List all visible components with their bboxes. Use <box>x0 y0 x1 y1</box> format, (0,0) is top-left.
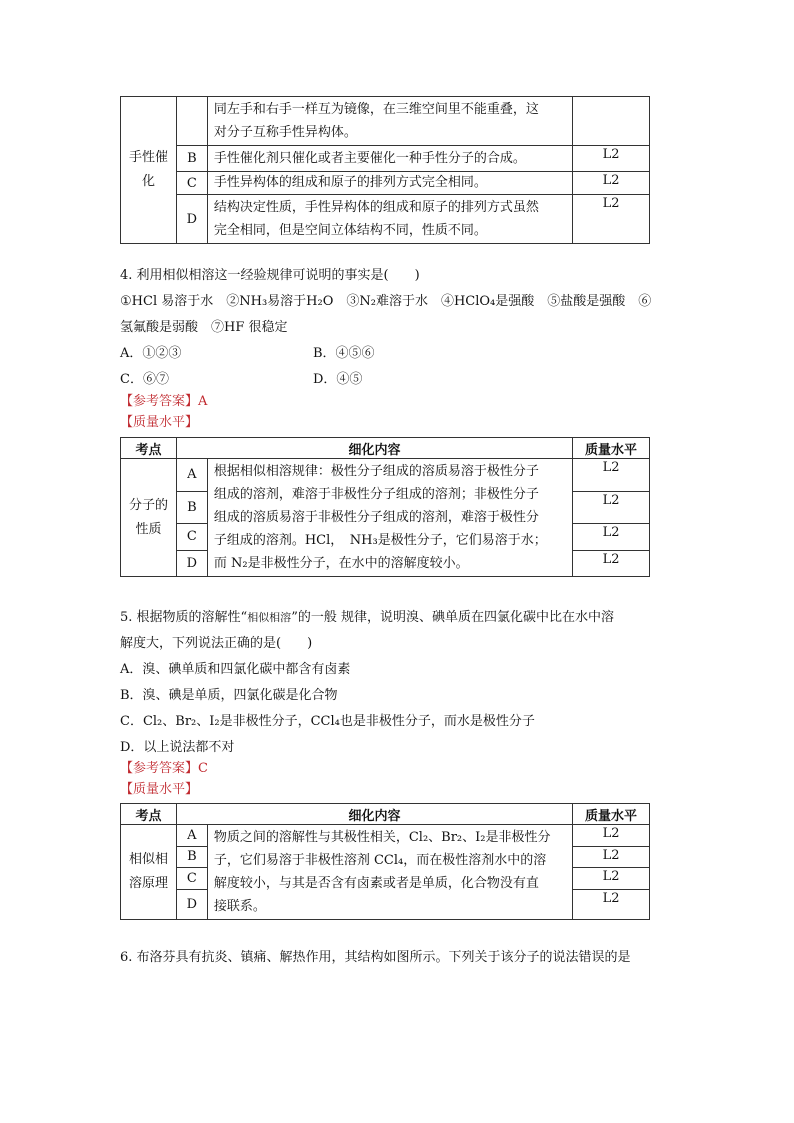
level-cell: L2 <box>573 868 650 890</box>
q5-answer: 【参考答案】C <box>120 761 208 776</box>
q5-stem-line1 <box>120 609 614 627</box>
option-label: D <box>176 889 207 919</box>
q4-quality-label: 【质量水平】 <box>120 415 199 430</box>
content-cell <box>207 459 572 577</box>
q5-stem-part: ”的一般 规律，说明溴、碘单质在四氯化碳中比在水中溶 <box>291 610 614 625</box>
option-label: B <box>176 846 207 868</box>
topic-cell <box>121 459 177 577</box>
q4-items-line: 氢氟酸是弱酸 ⑦HF 很稳定 <box>120 320 288 335</box>
q4-option-c: C．⑥⑦ <box>120 372 169 387</box>
content-line: 手性催化剂只催化或者主要催化一种手性分子的合成。 <box>213 151 526 166</box>
content-cell <box>207 195 572 244</box>
option-label: D <box>176 195 207 244</box>
q4-stem: 4. 利用相似相溶这一经验规律可说明的事实是( ) <box>120 268 420 283</box>
topic-cell <box>121 97 177 244</box>
header-content: 细化内容 <box>176 438 572 459</box>
topic-line: 相似相 <box>128 852 168 867</box>
topic-line: 手性催 <box>128 150 168 165</box>
content-line: 结构决定性质，手性异构体的组成和原子的排列方式虽然 <box>213 200 539 215</box>
content-line: 组成的溶剂，难溶于非极性分子组成的溶剂；非极性分子 <box>213 487 539 502</box>
level-cell: L2 <box>573 195 650 244</box>
q5-quality-label: 【质量水平】 <box>120 782 199 797</box>
option-label: A <box>176 825 207 847</box>
content-line: 子，它们易溶于非极性溶剂 CCl₄，而在极性溶剂水中的溶 <box>213 853 547 868</box>
level-cell: L2 <box>573 459 650 492</box>
option-label: C <box>176 524 207 550</box>
empty-label-cell <box>176 97 207 146</box>
content-line: 完全相同，但是空间立体结构不同，性质不同。 <box>213 223 487 238</box>
level-cell: L2 <box>573 846 650 868</box>
table-molecular-properties <box>120 437 650 577</box>
q4-option-b: B．④⑤⑥ <box>313 346 375 361</box>
level-cell: L2 <box>573 491 650 524</box>
content-cell <box>207 172 572 195</box>
content-line: 解度较小，与其是否含有卤素或者是单质，化合物没有直 <box>213 876 539 891</box>
empty-level-cell <box>573 97 650 146</box>
content-line: 手性异构体的组成和原子的排列方式完全相同。 <box>213 175 487 190</box>
q5-option-d: D．以上说法都不对 <box>120 740 235 755</box>
q4-option-a: A．①②③ <box>120 346 182 361</box>
option-label: B <box>176 491 207 524</box>
level-cell: L2 <box>573 550 650 576</box>
q5-option-b: B．溴、碘是单质，四氯化碳是化合物 <box>120 688 338 703</box>
content-line: 物质之间的溶解性与其极性相关，Cl₂、Br₂、I₂是非极性分 <box>213 830 551 845</box>
option-label: C <box>176 172 207 195</box>
q5-option-a: A．溴、碘单质和四氯化碳中都含有卤素 <box>120 662 351 677</box>
option-label: D <box>176 550 207 576</box>
q5-stem-quote: 相似相溶 <box>247 611 292 624</box>
table-like-dissolves-like <box>120 803 650 920</box>
level-cell: L2 <box>573 889 650 919</box>
content-cell <box>207 97 572 146</box>
header-level: 质量水平 <box>573 804 650 825</box>
content-line: 而 N₂是非极性分子，在水中的溶解度较小。 <box>213 556 469 571</box>
q5-stem-line2: 解度大，下列说法正确的是( ) <box>120 636 313 651</box>
option-label: A <box>176 459 207 492</box>
content-line: 子组成的溶剂。HCl， NH₃是极性分子，它们易溶于水； <box>213 533 547 548</box>
content-line: 根据相似相溶规律：极性分子组成的溶质易溶于极性分子 <box>213 464 539 479</box>
topic-line: 溶原理 <box>128 876 168 891</box>
q6-stem: 6. 布洛芬具有抗炎、镇痛、解热作用，其结构如图所示。下列关于该分子的说法错误的是 <box>120 950 631 965</box>
level-cell: L2 <box>573 146 650 172</box>
topic-line: 分子的 <box>128 497 168 513</box>
table-chiral-catalysis <box>120 96 650 244</box>
content-cell <box>207 825 572 920</box>
level-cell: L2 <box>573 172 650 195</box>
q4-option-d: D．④⑤ <box>313 372 363 387</box>
header-level: 质量水平 <box>573 438 650 459</box>
q5-stem-part: 5. 根据物质的溶解性“ <box>120 610 248 625</box>
header-content: 细化内容 <box>176 804 572 825</box>
header-topic: 考点 <box>121 804 177 825</box>
topic-line: 性质 <box>135 521 162 537</box>
content-cell <box>207 146 572 172</box>
option-label: C <box>176 868 207 890</box>
topic-line: 化 <box>141 174 155 189</box>
option-label: B <box>176 146 207 172</box>
content-line: 组成的溶质易溶于非极性分子组成的溶剂，难溶于极性分 <box>213 510 539 525</box>
content-line: 接联系。 <box>213 899 266 914</box>
topic-cell <box>121 825 177 920</box>
content-line: 对分子互称手性异构体。 <box>213 125 357 140</box>
header-topic: 考点 <box>121 438 177 459</box>
level-cell: L2 <box>573 524 650 550</box>
content-line: 同左手和右手一样互为镜像，在三维空间里不能重叠，这 <box>213 102 539 117</box>
q4-items-line: ①HCl 易溶于水 ②NH₃易溶于H₂O ③N₂难溶于水 ④HClO₄是强酸 ⑤盐酸是强酸 ⑥ <box>120 294 652 309</box>
q4-answer: 【参考答案】A <box>120 394 208 409</box>
level-cell: L2 <box>573 825 650 847</box>
q5-option-c: C．Cl₂、Br₂、I₂是非极性分子，CCl₄也是非极性分子，而水是极性分子 <box>120 714 535 729</box>
